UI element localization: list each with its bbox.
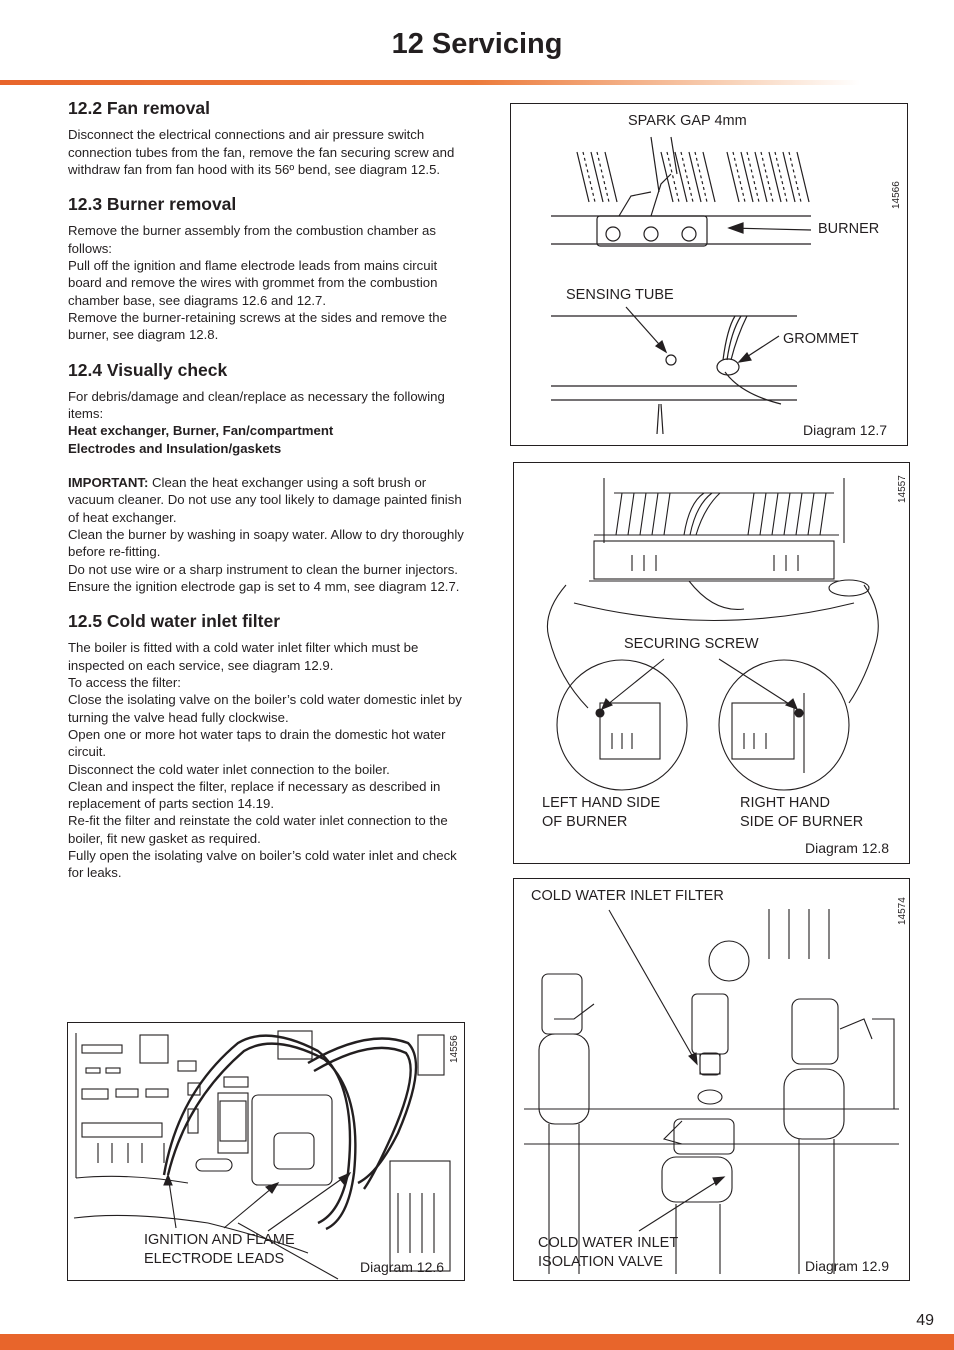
diagram-12-8	[513, 462, 910, 864]
right-bracket	[732, 703, 794, 759]
electrodes	[619, 174, 671, 216]
chamber-base	[551, 316, 797, 400]
electrode-leads	[164, 1036, 416, 1229]
reference-number: 14556	[449, 1035, 460, 1063]
paragraph: Clean the burner by washing in soapy water. Allow to dry thoroughly before re-fitting.	[68, 526, 464, 560]
electrode-leads-label-line: IGNITION AND FLAME	[144, 1232, 295, 1248]
paragraph: Fully open the isolating valve on boiler’s cold water inlet and check for leaks.	[68, 847, 457, 881]
right-valve	[784, 999, 872, 1274]
left-side-label	[542, 794, 660, 832]
diagram-caption: Diagram 12.8	[805, 840, 890, 856]
diagram-caption: Diagram 12.7	[803, 422, 888, 438]
filter-pointer	[609, 910, 697, 1064]
transformer	[252, 1095, 332, 1185]
paragraph: For debris/damage and clean/replace as necessary the following items:	[68, 388, 445, 422]
section-heading: 12.3 Burner removal	[68, 194, 237, 215]
section-heading: 12.5 Cold water inlet filter	[68, 611, 280, 632]
left-screw	[596, 709, 604, 717]
paragraph: Remove the burner assembly from the combustion chamber as follows:	[68, 223, 436, 256]
check-items: Heat exchanger, Burner, Fan/compartment	[68, 423, 334, 439]
screw-pointers	[602, 659, 797, 709]
paragraph: Pull off the ignition and flame electrode leads from mains circuit board and remove the wires with grommet from the combustion chamber base, see diagrams 12.6 and 12.7.	[68, 258, 438, 308]
cold-water-filter	[700, 1053, 720, 1075]
important-label: IMPORTANT:	[68, 475, 149, 491]
paragraph: To access the filter:	[68, 675, 181, 691]
sensing-tube-label: SENSING TUBE	[566, 287, 674, 303]
check-items: Electrodes and Insulation/gaskets	[68, 440, 282, 456]
filter-label: COLD WATER INLET FILTER	[531, 888, 724, 904]
paragraph: Ensure the ignition electrode gap is set to 4 mm, see diagram 12.7.	[68, 578, 460, 594]
right-side-label-line: RIGHT HAND	[740, 795, 830, 811]
terminal-block	[390, 1161, 450, 1271]
important-text: Clean the heat exchanger using a soft brush or vacuum cleaner. Do not use any tool likely to damage painted finish of heat exchanger.	[68, 475, 462, 525]
paragraph: Clean and inspect the filter, replace if necessary as described in replacement of parts section 14.19.	[68, 778, 441, 812]
left-bracket	[600, 703, 660, 759]
paragraph: The boiler is fitted with a cold water inlet filter which must be inspected on each service, see diagram 12.9.	[68, 640, 419, 673]
filter-connector	[692, 994, 728, 1104]
page-number: 49	[916, 1312, 934, 1329]
paragraph: Disconnect the cold water inlet connection to the boiler.	[68, 761, 390, 777]
right-side-label	[740, 794, 863, 832]
page-title: 12 Servicing	[391, 28, 563, 60]
left-isolating-valve	[539, 974, 594, 1274]
isolation-valve-label-line: ISOLATION VALVE	[538, 1254, 663, 1270]
isolation-valve-label-line: COLD WATER INLET	[538, 1235, 679, 1251]
valve-pointer	[639, 1177, 724, 1231]
reference-number: 14574	[897, 897, 908, 925]
lead-pointers	[168, 1173, 350, 1231]
paragraph: Re-fit the filter and reinstate the cold water inlet connection to the boiler, fit new gasket as required.	[68, 813, 448, 846]
diagram-caption: Diagram 12.6	[360, 1259, 445, 1275]
diagram-12-6	[67, 1022, 465, 1281]
section-heading: 12.4 Visually check	[68, 359, 228, 380]
diagram-12-7	[510, 103, 908, 446]
section-fan-removal	[68, 100, 464, 178]
left-detail-circle	[557, 660, 687, 790]
isolation-valve-label	[538, 1234, 678, 1272]
securing-screw-label: SECURING SCREW	[624, 636, 759, 652]
right-detail-circle	[719, 660, 849, 790]
electrode-leads-label	[144, 1231, 295, 1269]
burner-blades	[577, 152, 809, 202]
text-column	[68, 100, 464, 900]
section-heading: 12.2 Fan removal	[68, 98, 211, 118]
paragraph: Do not use wire or a sharp instrument to clean the burner injectors.	[68, 561, 458, 577]
circuit-board	[76, 1033, 248, 1183]
grommet	[717, 359, 739, 375]
filter-gasket	[698, 1090, 722, 1104]
cold-water-filter-drawing	[514, 879, 909, 1280]
paragraph: Close the isolating valve on the boiler’s cold water domestic inlet by turning the valve head fully clockwise.	[68, 692, 462, 725]
right-side-label-line: SIDE OF BURNER	[740, 814, 864, 830]
reference-number: 14566	[891, 181, 902, 209]
electrode-leads-label-line: ELECTRODE LEADS	[144, 1251, 285, 1267]
diagram-12-9	[513, 878, 910, 1281]
paragraph: Open one or more hot water taps to drain the domestic hot water circuit.	[68, 726, 446, 760]
burner-base	[551, 216, 811, 244]
header-rule	[0, 80, 860, 85]
reference-number: 14557	[897, 475, 908, 503]
sensing-tube	[666, 355, 676, 365]
burner-label: BURNER	[818, 221, 880, 237]
left-side-label-line: LEFT HAND SIDE	[542, 795, 661, 811]
important-note	[68, 474, 464, 526]
paragraph: Disconnect the electrical connections and air pressure switch connection tubes from the fan, remove the fan securing screw and withdraw fan from fan hood with its 56º bend, see diagram 12.5.	[68, 127, 455, 177]
spark-gap-label: SPARK GAP 4mm	[628, 113, 747, 129]
paragraph: Remove the burner-retaining screws at the sides and remove the burner, see diagram 12.8.	[68, 309, 447, 343]
section-cold-water-filter	[68, 613, 464, 881]
section-burner-removal	[68, 196, 464, 343]
burner-assembly	[589, 478, 869, 609]
section-visually-check	[68, 359, 464, 596]
grommet-label: GROMMET	[783, 331, 859, 347]
right-screw	[795, 709, 803, 717]
burner-electrode-drawing	[511, 104, 907, 445]
footer-rule	[0, 1334, 954, 1350]
left-side-label-line: OF BURNER	[542, 814, 628, 830]
diagram-caption: Diagram 12.9	[805, 1258, 890, 1274]
